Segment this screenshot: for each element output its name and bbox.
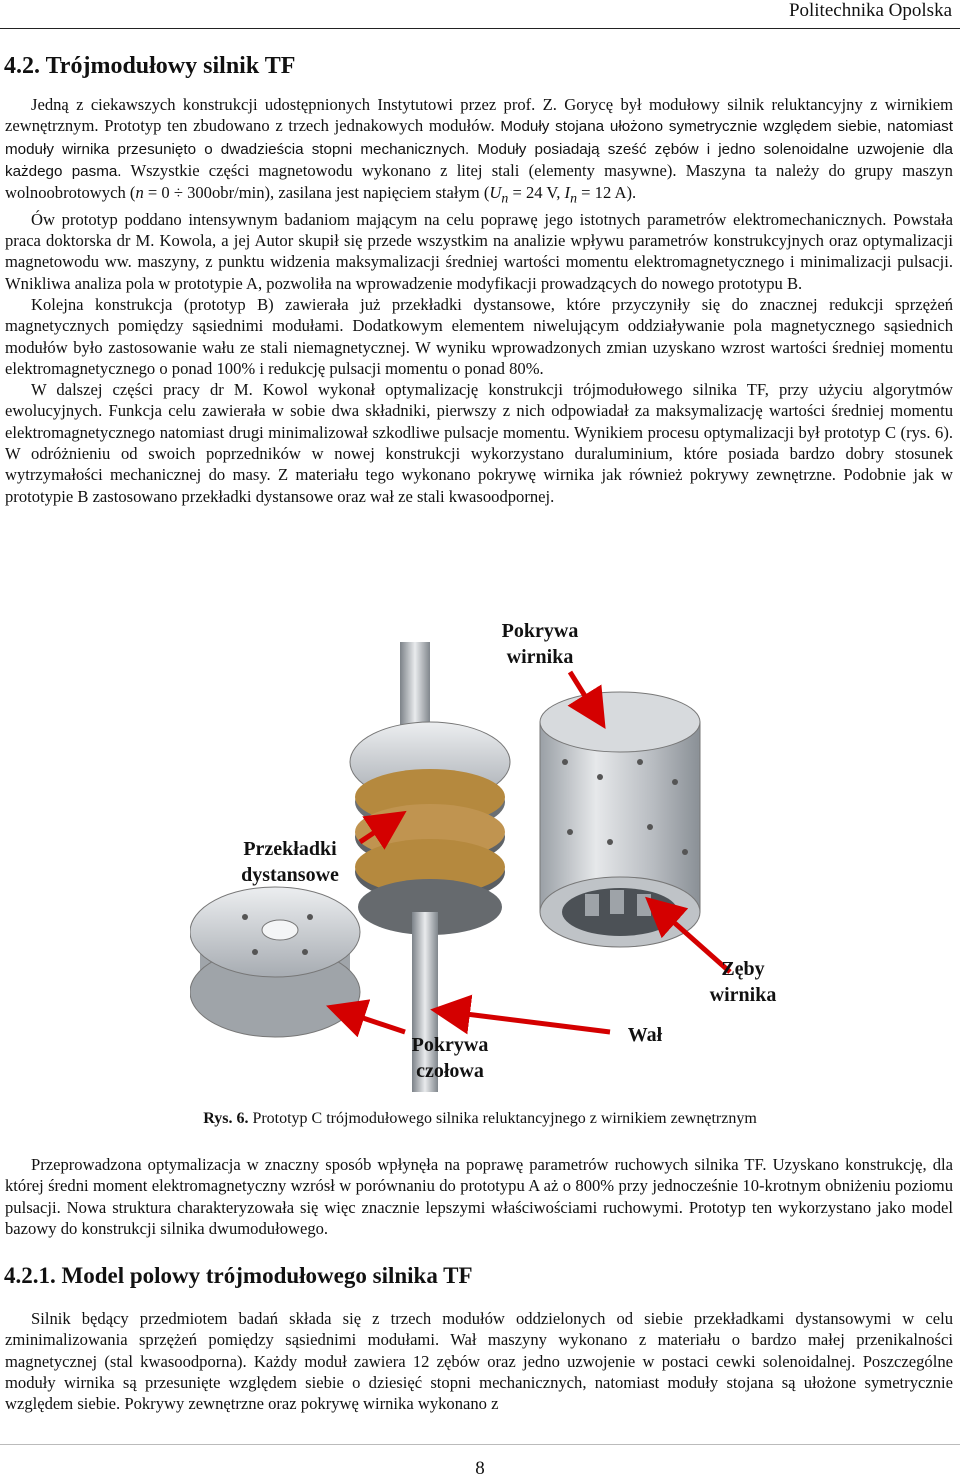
paragraph-1-text-a: Jedną z ciekawszych konstrukcji udostępnionych Instytutowi przez prof. Z. Gorycę był modułowy silnik reluktancyjny z wirnikiem zewnętrznym. Prototyp ten zbudowano z trzech jednakowych modułów. <box>5 95 953 136</box>
arrow-end-cover <box>345 1012 405 1032</box>
paragraph-1-text-c: = 0 ÷ 300obr/min), zasilana jest napięciem stałym ( <box>143 183 490 203</box>
rotor-cover-cylinder <box>540 692 700 947</box>
caption-number: Rys. 6. <box>203 1110 249 1127</box>
stator-stack <box>355 769 505 935</box>
text-block-intro <box>5 94 953 507</box>
label-end-cover <box>395 1032 505 1084</box>
label-teeth-line1: Zęby <box>721 958 765 980</box>
subsection-heading <box>4 1262 473 1290</box>
label-spacers-line2: dystansowe <box>241 864 339 886</box>
paragraph-1 <box>5 94 953 209</box>
arrow-shaft <box>450 1012 610 1032</box>
value-i: = 12 A). <box>577 183 637 203</box>
symbol-n: n <box>135 183 144 203</box>
paragraph-3: Kolejna konstrukcja (prototyp B) zawierała już przekładki dystansowe, które przyczyniły się do znacznej redukcji sprzężeń magnetycznych pomiędzy sąsiednimi modułami. Dodatkowym elementem niwelującym oddziaływanie pola magnetycznego sąsiednich modułów było zastosowanie wału ze stali niemagnetycznej. W wyniku wprowadzonych zmian uzyskano wzrost wartości średniej momentu elektromagnetycznego o ponad 100% i redukcję pulsacji momentu o ponad 80%. <box>5 294 953 378</box>
paragraph-4: W dalszej części pracy dr M. Kowol wykonał optymalizację konstrukcji trójmodułowego silnika TF, przy użyciu algorytmów ewolucyjnych. Funkcja celu zawierała w sobie dwa składniki, pierwszy z nich odpowiadał za maksymalizację wartości średniej momentu elektromagnetycznego natomiast drugi minimalizował szkodliwe pulsacje momentu. Wynikiem procesu optymalizacji był prototyp C (rys. 6). W odróżnieniu od swoich poprzedników w nowej konstrukcji wykorzystano duraluminium, które posiada bardzo dobry stosunek wytrzymałości mechanicznej do masy. Z materiału tego wykonano pokrywę wirnika jak również pokrywy zewnętrzne. Podobnie jak w prototypie B zastosowano przekładki dystansowe oraz wał ze stali kwasoodpornej. <box>5 380 953 506</box>
symbol-u-sub: n <box>501 190 509 206</box>
header-divider <box>0 28 960 29</box>
figure-caption <box>0 1110 960 1128</box>
label-end-cover-line1: Pokrywa <box>411 1034 489 1056</box>
label-teeth-line2: wirnika <box>709 984 777 1006</box>
paragraph-1-text-b: Wszystkie części magnetowodu wykonano z litej stali (elementy masywne). Maszyna ta należy do grupy maszyn wolnoobrotowych ( <box>5 160 953 203</box>
value-u: = 24 V, <box>508 183 565 203</box>
paragraph-6: Silnik będący przedmiotem badań składa się z trzech modułów oddzielonych od siebie przekładkami dystansowymi w celu zminimalizowania sprzężeń pomiędzy sąsiednimi modułami. Wał maszyny wykonano z materiału o bardzo małej przenikalności magnetycznej (stal kwasoodporna). Każdy moduł zawiera 12 zębów oraz jedno uzwojenie w postaci cewki solenoidalnej. Poszczególne moduły wirnika są przesunięte względem siebie o dziesięć stopni mechanicznych, natomiast moduły stojana są ułożone symetrycznie względem siebie. Pokrywy zewnętrzne oraz pokrywę wirnika wykonano z <box>5 1309 953 1414</box>
end-cover-disc <box>190 887 360 1037</box>
section-heading <box>4 52 295 80</box>
paragraph-2: Ów prototyp poddano intensywnym badaniom mającym na celu poprawę jego istotnych parametrów elektromechanicznych. Powstała praca doktorska dr M. Kowola, a jej Autor skupił się przede wszystkim na analizie wpływu parametrów konstrukcyjnych oraz optymalizacji magnetowodu ww. maszyny, z punktu widzenia maksymalizacji średniej wartości momentu elektromagnetycznego i minimalizacji pulsacji. Wnikliwa analiza pola w prototypie A, pozwoliła na wprowadzenie modyfikacji prowadzących do nowego prototypu B. <box>5 209 953 293</box>
label-rotor-cover-line1: Pokrywa <box>501 620 579 642</box>
label-shaft: Wał <box>627 1024 663 1046</box>
header-institution: Politechnika Opolska <box>788 0 952 21</box>
text-block-model <box>5 1308 953 1414</box>
figure-prototype-c <box>190 612 790 1092</box>
text-block-summary <box>5 1154 953 1239</box>
paragraph-1-text-sans: Moduły stojana ułożono symetrycznie względem siebie, natomiast moduły wirnika przesunięto o dwadzieścia stopni mechanicznych. Moduły posiadają sześć zębów i jedno solenoidalne uzwojenie dla każdego pasma. <box>5 118 953 180</box>
footer-divider <box>0 1444 960 1445</box>
label-spacers <box>220 836 360 888</box>
subsection-title: Model polowy trójmodułowego silnika TF <box>61 1263 473 1288</box>
label-end-cover-line2: czołowa <box>416 1060 484 1082</box>
symbol-i-sub: n <box>570 190 577 206</box>
page-number: 8 <box>475 1458 485 1479</box>
section-title: Trójmodułowy silnik TF <box>45 53 296 79</box>
symbol-i: I <box>564 183 571 203</box>
label-rotor-cover-line2: wirnika <box>506 646 574 668</box>
label-spacers-line1: Przekładki <box>243 838 337 860</box>
paragraph-5: Przeprowadzona optymalizacja w znaczny sposób wpłynęła na poprawę parametrów ruchowych silnika TF. Uzyskano konstrukcję, dla której średni moment elektromagnetyczny wzrósł w porównaniu do prototypu A aż o 800% przy jednocześnie 10-krotnym obniżeniu poziomu pulsacji. Nowa struktura charakteryzowała się więc znacznie lepszymi właściwościami ruchowymi. Prototyp ten wykorzystano jako model bazowy do konstrukcji silnika dwumodułowego. <box>5 1155 953 1238</box>
subsection-number: 4.2.1. <box>4 1263 56 1288</box>
symbol-u: U <box>489 183 502 203</box>
label-teeth <box>696 956 790 1008</box>
label-rotor-cover <box>480 618 600 670</box>
section-number: 4.2. <box>4 53 40 79</box>
caption-text: Prototyp C trójmodułowego silnika reluktancyjnego z wirnikiem zewnętrznym <box>248 1110 757 1127</box>
